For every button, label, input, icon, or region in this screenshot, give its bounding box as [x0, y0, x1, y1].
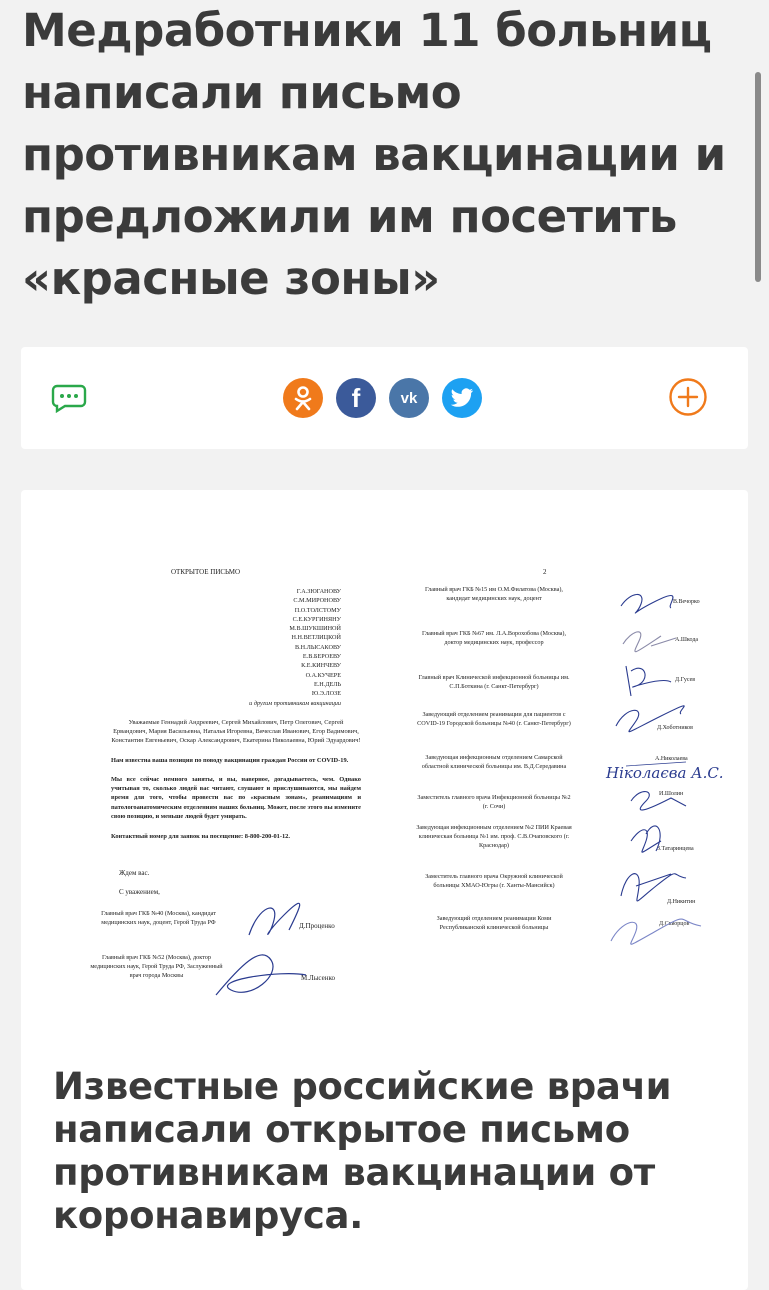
signer-name: В.Вечорко — [673, 599, 700, 605]
letter-title: ОТКРЫТОЕ ПИСЬМО — [171, 568, 241, 576]
letter-regards: С уважением, — [119, 888, 160, 896]
plus-icon[interactable] — [668, 377, 708, 417]
signer-title: Главный врач ГКБ №67 им. Л.А.Ворохобова (Москва), доктор медицинских наук, профессор — [421, 630, 567, 646]
article-image-caption: Известные российские врачи написали открытое письмо противникам вакцинации от коронавируса. — [53, 1065, 672, 1237]
signer-name: З.Татаринцева — [657, 846, 694, 852]
signer-title: Главный врач ГКБ №40 (Москва), кандидат медицинских наук, доцент, Герой Труда РФ — [101, 910, 216, 926]
signer-name: А.Шкода — [675, 637, 699, 643]
signature-icon — [239, 900, 309, 945]
letter-wait: Ждем вас. — [119, 869, 150, 877]
page-scrollbar[interactable] — [755, 72, 761, 282]
twitter-icon[interactable] — [442, 378, 482, 418]
signer-title: Заместитель главного врача Окружной клинической больницы ХМАО-Югры (г. Ханты-Мансийск) — [425, 873, 563, 889]
signature-icon — [211, 945, 311, 1005]
signer-name: Д.Хоботников — [657, 725, 694, 731]
article-headline: Медработники 11 больниц написали письмо противникам вакцинации и предложили им посетить «красные зоны» — [22, 4, 726, 305]
signer-title: Заведующий отделением реанимации для пациентов с COVID-19 Городской больницы №40 (г. Санкт-Петербург) — [417, 711, 571, 727]
handwritten-signature-icon: Ніколаєва А.С. — [606, 764, 724, 782]
signer-name: Д.Проценко — [299, 922, 335, 930]
signer-title: Заведующая инфекционным отделением Самарской областной клинической больницы им. В.Д.Середавина — [421, 754, 567, 770]
signer-name: Д.Скворцов — [659, 921, 690, 927]
open-letter-image — [21, 490, 748, 1050]
odnoklassniki-icon[interactable] — [283, 378, 323, 418]
signer-title: Главный врач Клинической инфекционной больницы им. С.П.Боткина (г. Санкт-Петербург) — [418, 674, 570, 690]
letter-page-number: 2 — [543, 568, 547, 576]
signer-title: Заместитель главного врача Инфекционной больницы №2 (г. Сочи) — [417, 794, 571, 810]
signer-title: Заведующая инфекционным отделением №2 ПИИ Краевая клиническая больница №1 им. проф. С.В.Очаповского (г. Краснодар) — [416, 824, 572, 849]
letter-greeting: Уважаемые Геннадий Андреевич, Сергей Михайлович, Петр Олегович, Сергей Ервандович, Мария Васильевна, Наталья Игоревна, Вячеслав Иванович, Егор Вадимович, Константин Евгеньевич, Оскар Александрович, Екатерина Николаевна, Юрий Эдуардович! — [111, 719, 361, 745]
signer-name: Д.Гусев — [675, 677, 696, 683]
letter-paragraph: Нам известна ваша позиция по поводу вакцинации граждан России от COVID-19. — [111, 757, 349, 764]
comment-icon[interactable] — [51, 383, 87, 413]
share-bar — [21, 347, 748, 449]
signer-name: М.Лысенко — [301, 974, 336, 982]
signer-title: Заведующий отделением реанимации Коми Республиканской клинической больницы — [436, 915, 552, 931]
facebook-icon[interactable]: f — [336, 378, 376, 418]
letter-contact: Контактный номер для заявок на посещение: 8-800-200-01-12. — [111, 833, 290, 840]
signer-name: И.Шолин — [659, 791, 684, 797]
letter-paragraph: Мы все сейчас немного заняты, и вы, наверное, догадываетесь, чем. Однако учитывая то, сколько людей вас читают, слушают и прислушиваются, мы найдем время для того, чтобы провести вас по «красным зонам», реанимациям и патологоанатомическим отделениям наших больниц. Может, после этого вы измените свою позицию, и меньше людей будет умирать. — [111, 776, 361, 820]
signer-title: Главный врач ГКБ №52 (Москва), доктор медицинских наук, Герой Труда РФ, Заслуженный врач города Москвы — [90, 954, 223, 979]
signer-name: А.Николаева — [655, 756, 688, 762]
vk-icon[interactable]: vk — [389, 378, 429, 418]
signer-name: Д.Никитин — [667, 899, 696, 905]
letter-addressees: Г.А.ЗЮГАНОВУ С.М.МИРОНОВУ П.О.ТОЛСТОМУ С.Е.КУРГИНЯНУ М.В.ШУКШИНОЙ Н.Н.ВЕТЛИЦКОЙ В.Н.ЛЫСАКОВУ Е.В.БЕРОЕВУ К.Е.КИНЧЕВУ О.А.КУЧЕРЕ Е.Н.ДЕЛЬ Ю.Э.ЛОЗЕ и другим противникам вакцинации — [249, 588, 341, 707]
signer-title: Главный врач ГКБ №15 им О.М.Филатова (Москва), кандидат медицинских наук, доцент — [425, 586, 563, 602]
article-image-card — [21, 490, 748, 1290]
